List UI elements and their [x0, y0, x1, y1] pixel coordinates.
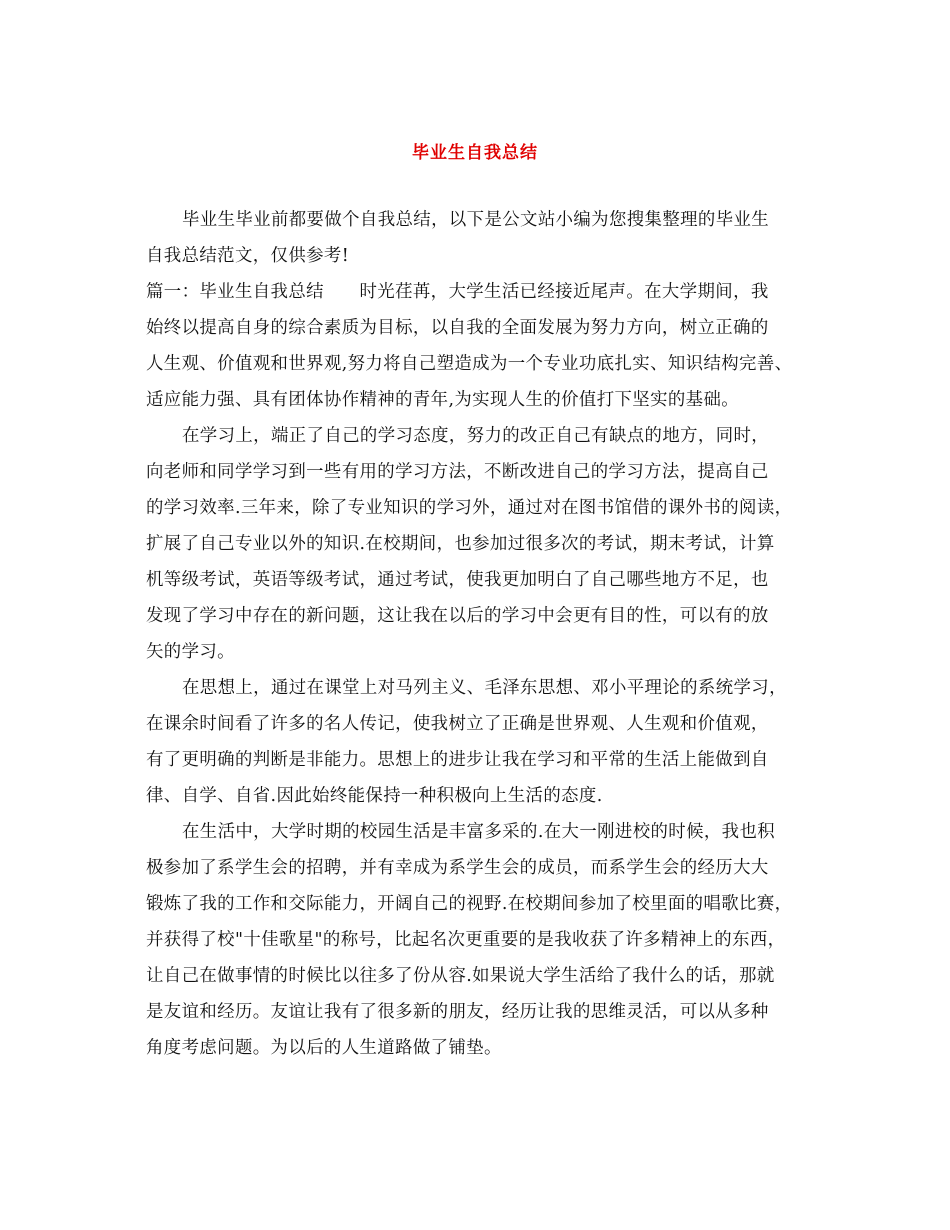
text-line: 极参加了系学生会的招聘，并有幸成为系学生会的成员，而系学生会的经历大大 — [146, 858, 769, 878]
text-line: 向老师和同学学习到一些有用的学习方法，不断改进自己的学习方法，提高自己 — [146, 462, 769, 482]
text-line: 在思想上，通过在课堂上对马列主义、毛泽东思想、邓小平理论的系统学习， — [182, 678, 787, 698]
text-line: 始终以提高自身的综合素质为目标，以自我的全面发展为努力方向，树立正确的 — [146, 318, 769, 338]
text-line: 有了更明确的判断是非能力。思想上的进步让我在学习和平常的生活上能做到自 — [146, 750, 769, 770]
text-line: 在生活中，大学时期的校园生活是丰富多采的.在大一刚进校的时候，我也积 — [182, 822, 776, 842]
text-line: 矢的学习。 — [146, 642, 235, 662]
text-line: 发现了学习中存在的新问题，这让我在以后的学习中会更有目的性，可以有的放 — [146, 606, 769, 626]
text-line: 的学习效率.三年来，除了专业知识的学习外，通过对在图书馆借的课外书的阅读， — [146, 498, 793, 518]
text-line: 自我总结范文，仅供参考! — [146, 246, 350, 266]
text-line: 扩展了自己专业以外的知识.在校期间，也参加过很多次的考试，期末考试，计算 — [146, 534, 775, 554]
text-line: 并获得了校"十佳歌星"的称号，比起名次更重要的是我收获了许多精神上的东西， — [146, 930, 786, 950]
text-line: 在学习上，端正了自己的学习态度，努力的改正自己有缺点的地方，同时， — [182, 426, 770, 446]
text-line: 锻炼了我的工作和交际能力，开阔自己的视野.在校期间参加了校里面的唱歌比赛， — [146, 894, 793, 914]
document-title: 毕业生自我总结 — [412, 143, 538, 163]
text-line: 篇一：毕业生自我总结 时光荏苒，大学生活已经接近尾声。在大学期间，我 — [146, 282, 769, 302]
text-line: 机等级考试，英语等级考试，通过考试，使我更加明白了自己哪些地方不足，也 — [146, 570, 769, 590]
text-line: 是友谊和经历。友谊让我有了很多新的朋友，经历让我的思维灵活，可以从多种 — [146, 1002, 769, 1022]
text-line: 让自己在做事情的时候比以往多了份从容.如果说大学生活给了我什么的话，那就 — [146, 966, 775, 986]
text-line: 角度考虑问题。为以后的人生道路做了铺垫。 — [146, 1038, 502, 1058]
text-line: 律、自学、自省.因此始终能保持一种积极向上生活的态度. — [146, 786, 603, 806]
text-line: 适应能力强、具有团体协作精神的青年,为实现人生的价值打下坚实的基础。 — [146, 390, 740, 410]
text-line: 毕业生毕业前都要做个自我总结，以下是公文站小编为您搜集整理的毕业生 — [182, 210, 770, 230]
text-line: 人生观、价值观和世界观,努力将自己塑造成为一个专业功底扎实、知识结构完善、 — [146, 354, 793, 374]
text-line: 在课余时间看了许多的名人传记，使我树立了正确是世界观、人生观和价值观， — [146, 714, 769, 734]
